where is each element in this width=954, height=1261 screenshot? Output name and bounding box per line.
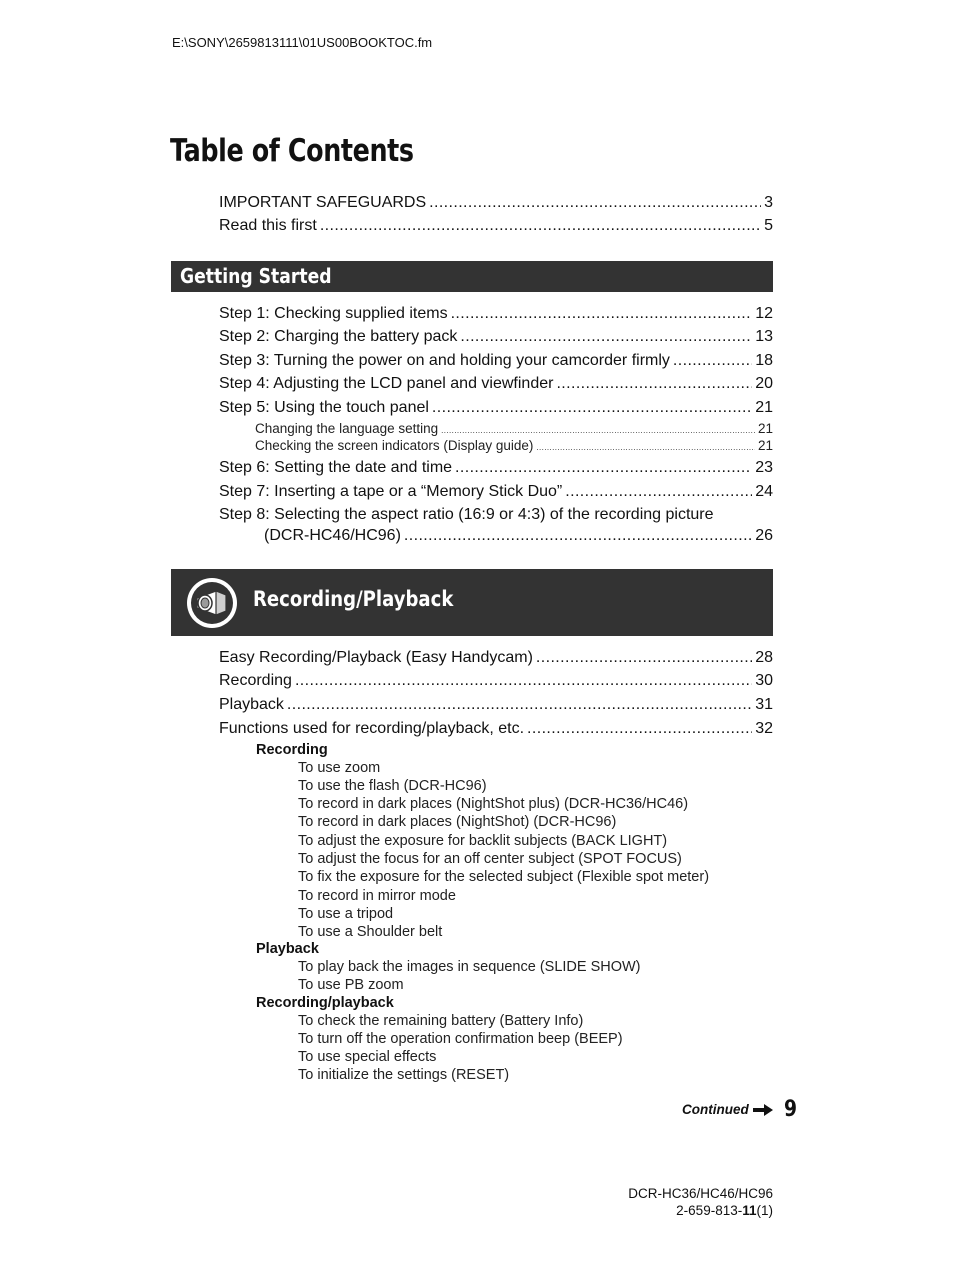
- list-item[interactable]: To fix the exposure for the selected subject (Flexible spot meter): [298, 869, 710, 885]
- section-header-recording-playback: [171, 569, 773, 636]
- toc-entry-text: Step 8: Selecting the aspect ratio (16:9 or 4:3) of the recording picture: [219, 506, 714, 523]
- leader-dots: [460, 327, 752, 347]
- leader-dots: [536, 437, 755, 456]
- continued-indicator: [682, 1102, 773, 1117]
- leader-dots: [287, 695, 752, 715]
- toc-entry-page: 18: [755, 352, 773, 369]
- toc-entry-text: Recording: [219, 672, 292, 689]
- toc-entry[interactable]: [219, 398, 773, 418]
- camcorder-lens-icon: [186, 577, 238, 629]
- toc-subentry[interactable]: [255, 437, 773, 456]
- toc-entry[interactable]: [219, 193, 773, 213]
- toc-entry-text: Read this first: [219, 217, 317, 234]
- toc-entry-text: Changing the language setting: [255, 421, 439, 436]
- leader-dots: [527, 719, 752, 739]
- list-item[interactable]: To record in dark places (NightShot) (DCR-HC96): [298, 814, 617, 830]
- toc-entry[interactable]: [219, 505, 773, 525]
- code-suffix: (1): [756, 1203, 773, 1218]
- toc-entry-continuation[interactable]: [264, 526, 773, 546]
- toc-entry-page: 21: [757, 438, 773, 453]
- toc-entry-page: 12: [755, 305, 773, 322]
- toc-entry-page: 5: [764, 217, 773, 234]
- toc-entry-text: Functions used for recording/playback, etc.: [219, 720, 525, 737]
- toc-entry-text: Playback: [219, 696, 284, 713]
- list-item[interactable]: To use the flash (DCR-HC96): [298, 778, 487, 794]
- list-item[interactable]: To use a tripod: [298, 906, 394, 922]
- toc-entry[interactable]: [219, 304, 773, 324]
- leader-dots: [673, 351, 752, 371]
- toc-entry-page: 28: [755, 649, 773, 666]
- leader-dots: [455, 458, 752, 478]
- toc-entry-page: 26: [755, 527, 773, 544]
- page-title: Table of Contents: [170, 133, 414, 169]
- toc-entry[interactable]: [219, 648, 773, 668]
- toc-entry[interactable]: [219, 374, 773, 394]
- toc-entry[interactable]: [219, 719, 773, 739]
- toc-entry-page: 21: [757, 421, 773, 436]
- toc-entry-page: 30: [755, 672, 773, 689]
- toc-entry-text: (DCR-HC46/HC96): [264, 527, 401, 544]
- toc-entry-text: Step 7: Inserting a tape or a “Memory Stick Duo”: [219, 483, 563, 500]
- subsection-heading: Recording: [256, 742, 328, 758]
- leader-dots: [451, 304, 753, 324]
- toc-entry-page: 20: [755, 375, 773, 392]
- leader-dots: [320, 216, 761, 236]
- list-item[interactable]: To turn off the operation confirmation beep (BEEP): [298, 1031, 623, 1047]
- list-item[interactable]: To adjust the exposure for backlit subjects (BACK LIGHT): [298, 833, 668, 849]
- toc-entry-page: 13: [755, 328, 773, 345]
- list-item[interactable]: To use PB zoom: [298, 977, 404, 993]
- toc-entry-page: 3: [764, 194, 773, 211]
- code-prefix: 2-659-813-: [676, 1203, 743, 1218]
- subsection-heading: Playback: [256, 941, 319, 957]
- code-bold: 11: [742, 1203, 757, 1218]
- leader-dots: [404, 526, 752, 546]
- toc-entry-text: Checking the screen indicators (Display guide): [255, 438, 534, 453]
- continued-label: Continued: [682, 1102, 749, 1117]
- leader-dots: [565, 482, 752, 502]
- toc-entry[interactable]: [219, 671, 773, 691]
- toc-entry-page: 23: [755, 459, 773, 476]
- toc-entry-text: IMPORTANT SAFEGUARDS: [219, 194, 427, 211]
- toc-entry-text: Step 2: Charging the battery pack: [219, 328, 458, 345]
- toc-entry-page: 31: [755, 696, 773, 713]
- section-header-getting-started: [171, 261, 773, 292]
- list-item[interactable]: To initialize the settings (RESET): [298, 1067, 510, 1083]
- toc-entry-page: 32: [755, 720, 773, 737]
- list-item[interactable]: To use zoom: [298, 760, 381, 776]
- toc-entry-text: Step 3: Turning the power on and holding your camcorder firmly: [219, 352, 670, 369]
- list-item[interactable]: To check the remaining battery (Battery Info): [298, 1013, 584, 1029]
- toc-entry-page: 24: [755, 483, 773, 500]
- toc-entry-text: Step 4: Adjusting the LCD panel and viewfinder: [219, 375, 554, 392]
- file-path: E:\SONY\2659813111\01US00BOOKTOC.fm: [172, 35, 433, 50]
- document-code: [628, 1202, 773, 1219]
- leader-dots: [536, 648, 752, 668]
- toc-entry[interactable]: [219, 482, 773, 502]
- section-label: Recording/Playback: [253, 587, 454, 611]
- section-label: Getting Started: [180, 264, 332, 288]
- list-item[interactable]: To record in mirror mode: [298, 888, 456, 904]
- toc-entry-text: Step 6: Setting the date and time: [219, 459, 453, 476]
- toc-entry[interactable]: [219, 327, 773, 347]
- toc-entry-text: Easy Recording/Playback (Easy Handycam): [219, 649, 533, 666]
- toc-entry-page: 21: [755, 399, 773, 416]
- leader-dots: [432, 398, 752, 418]
- list-item[interactable]: To use a Shoulder belt: [298, 924, 443, 940]
- list-item[interactable]: To play back the images in sequence (SLIDE SHOW): [298, 959, 641, 975]
- model-info: [628, 1185, 773, 1219]
- list-item[interactable]: To use special effects: [298, 1049, 437, 1065]
- leader-dots: [429, 193, 761, 213]
- leader-dots: [295, 671, 752, 691]
- toc-entry[interactable]: [219, 216, 773, 236]
- toc-entry[interactable]: [219, 351, 773, 371]
- arrow-right-icon: [753, 1104, 773, 1116]
- toc-entry[interactable]: [219, 695, 773, 715]
- leader-dots: [556, 374, 752, 394]
- subsection-heading: Recording/playback: [256, 995, 394, 1011]
- toc-entry-text: Step 1: Checking supplied items: [219, 305, 448, 322]
- page-number: 9: [784, 1097, 798, 1122]
- model-number: DCR-HC36/HC46/HC96: [628, 1186, 773, 1201]
- list-item[interactable]: To adjust the focus for an off center subject (SPOT FOCUS): [298, 851, 682, 867]
- toc-entry-text: Step 5: Using the touch panel: [219, 399, 429, 416]
- toc-entry[interactable]: [219, 458, 773, 478]
- list-item[interactable]: To record in dark places (NightShot plus) (DCR-HC36/HC46): [298, 796, 689, 812]
